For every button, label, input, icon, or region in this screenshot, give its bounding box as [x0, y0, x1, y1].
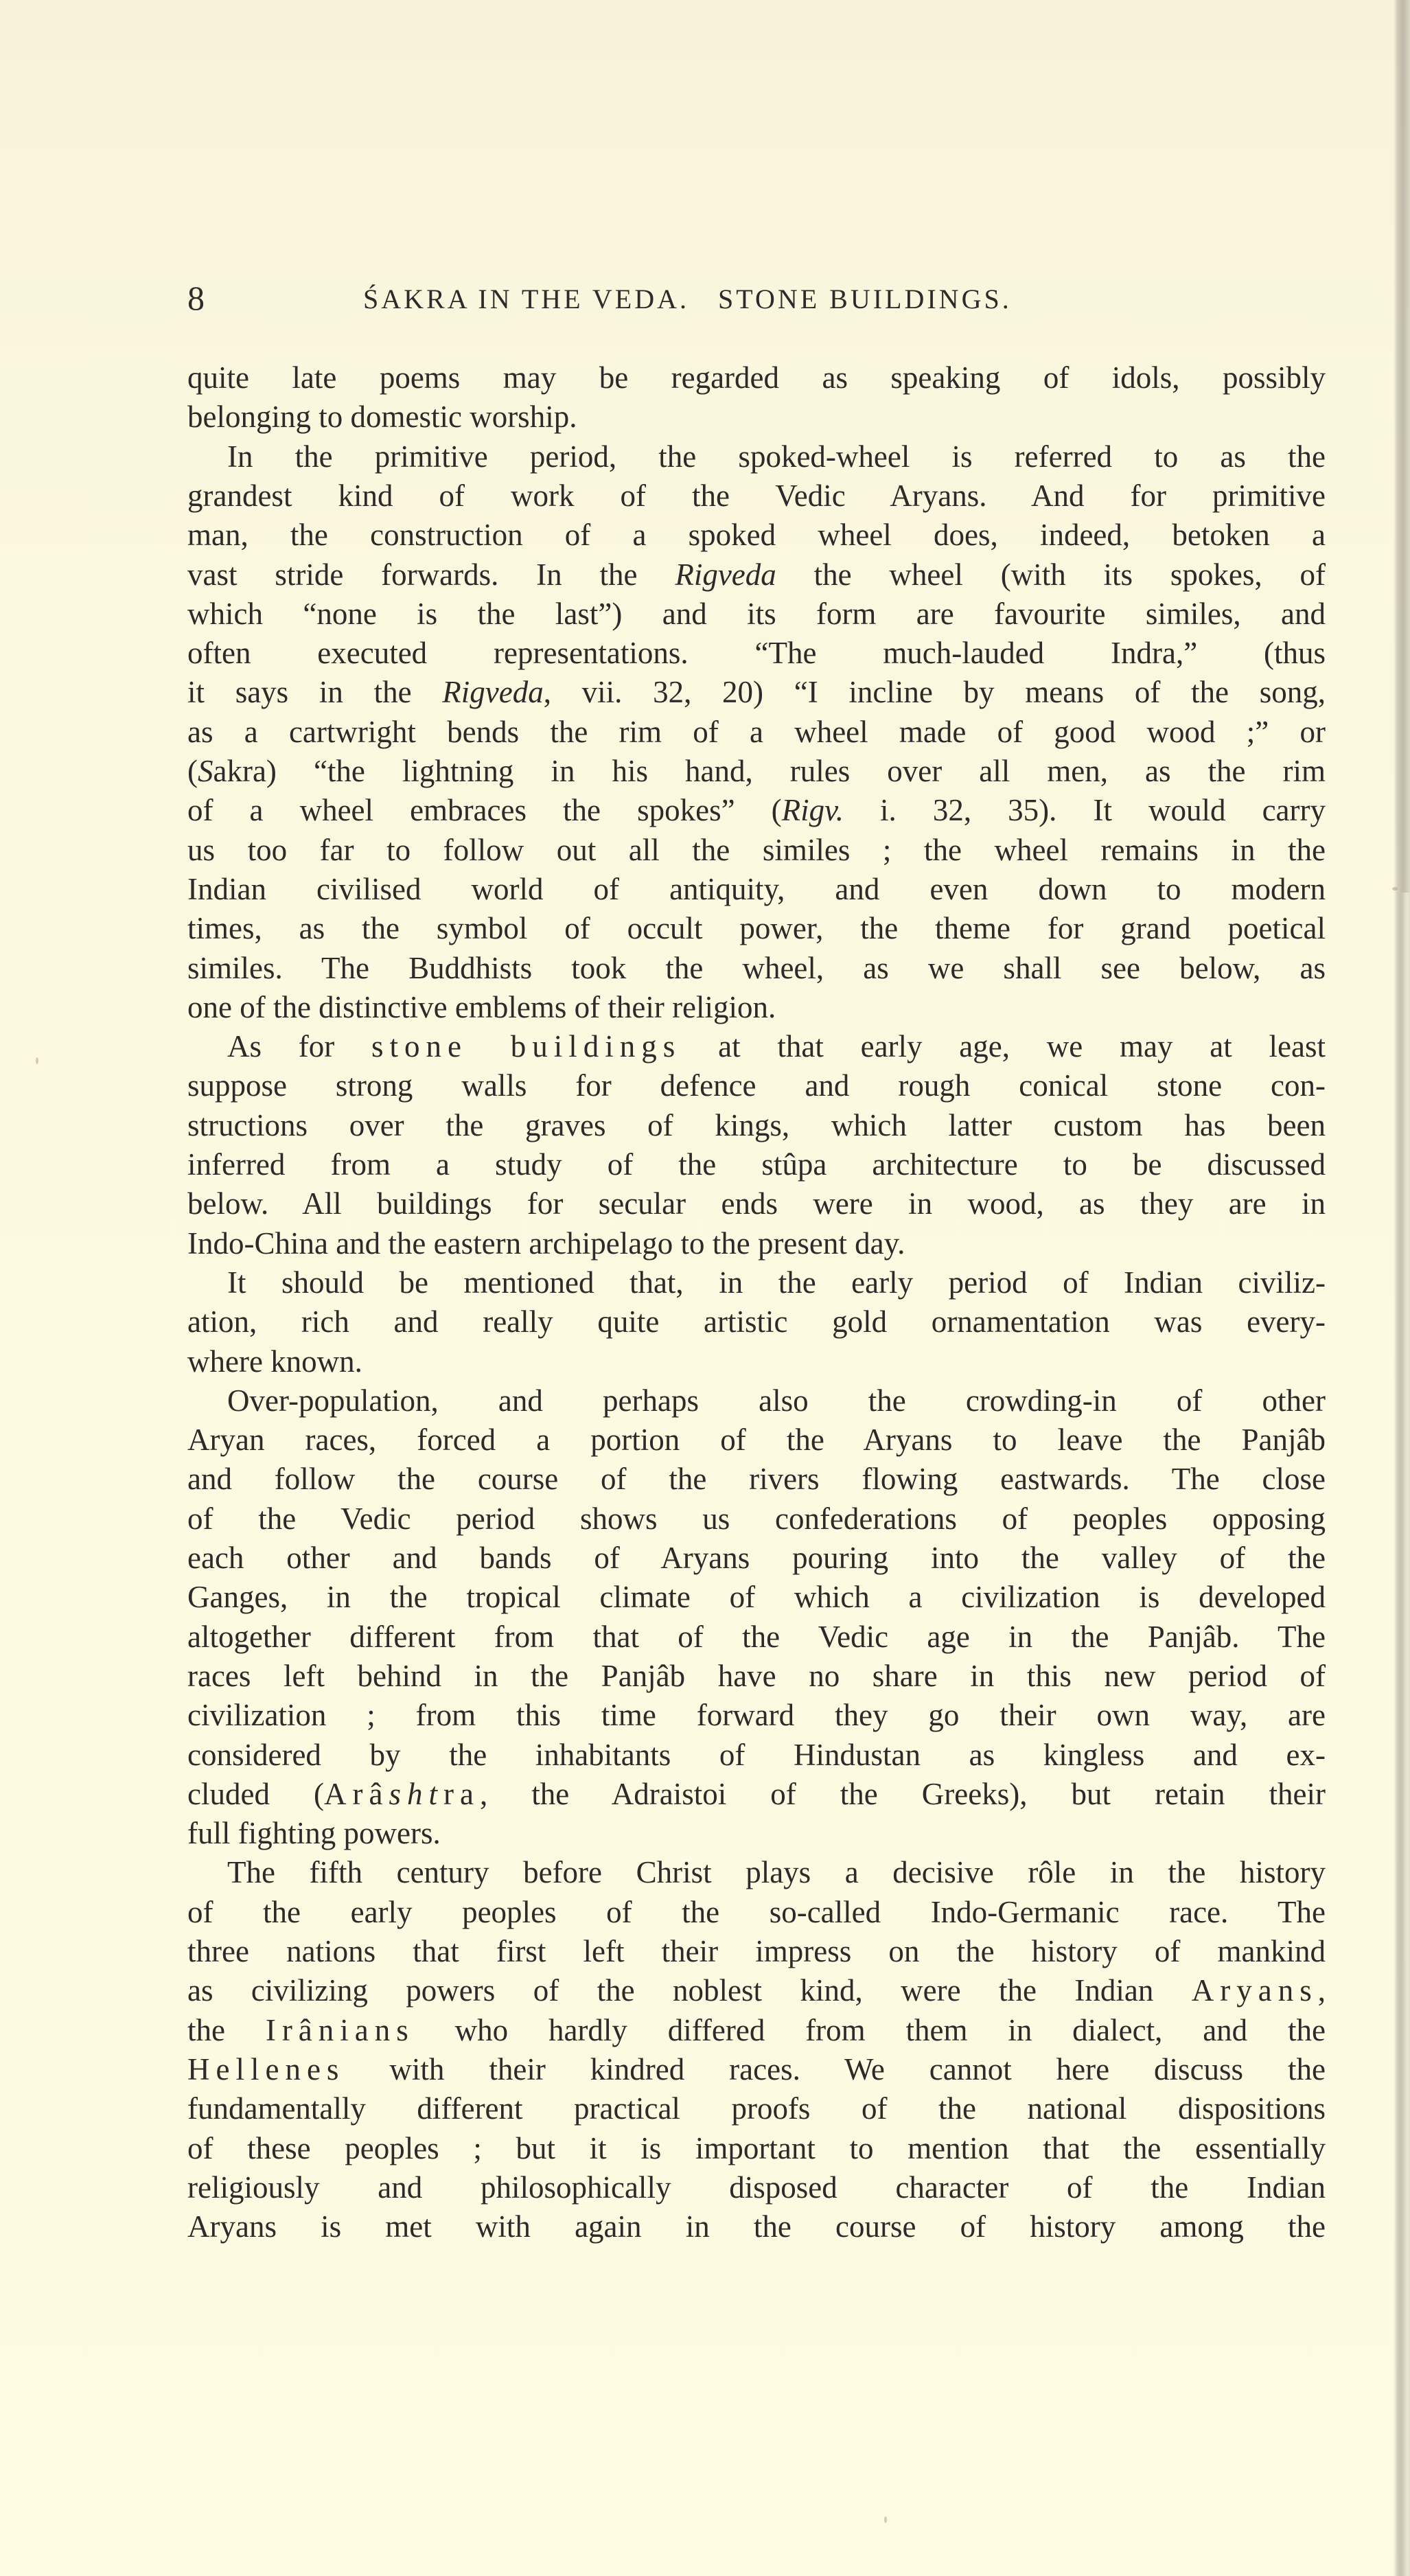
- text-line: fundamentally different practical proofs of the national dispositions: [187, 2091, 1326, 2126]
- text-line: In the primitive period, the spoked-wheel is referred to as the: [227, 439, 1326, 474]
- text-line: one of the distinctive emblems of their religion.: [187, 989, 776, 1024]
- text-line: where known.: [187, 1344, 362, 1379]
- text-line: structions over the graves of kings, which latter custom has been: [187, 1107, 1326, 1142]
- text-line: Indo-China and the eastern archipelago to the present day.: [187, 1226, 905, 1261]
- text-line: Hellenes with their kindred races. We cannot here discuss the: [187, 2051, 1326, 2086]
- text-line: civilization ; from this time forward they go their own way, are: [187, 1698, 1326, 1733]
- text-line: often executed representations. “The much-lauded Indra,” (thus: [187, 636, 1326, 671]
- text-line: Indian civilised world of antiquity, and even down to modern: [187, 871, 1326, 906]
- text-line: Aryan races, forced a portion of the Aryans to leave the Panjâb: [187, 1423, 1326, 1458]
- text-line: races left behind in the Panjâb have no share in this new period of: [187, 1658, 1326, 1693]
- text-line: altogether different from that of the Vedic age in the Panjâb. The: [187, 1619, 1326, 1654]
- text-line: of these peoples ; but it is important to mention that the essentially: [187, 2130, 1326, 2165]
- text-line: full fighting powers.: [187, 1816, 441, 1851]
- text-line: It should be mentioned that, in the early period of Indian civiliz-: [227, 1265, 1326, 1300]
- text-line: of the early peoples of the so-called Indo-Germanic race. The: [187, 1894, 1326, 1929]
- text-line: of the Vedic period shows us confederations of peoples opposing: [187, 1501, 1326, 1536]
- text-line: each other and bands of Aryans pouring into the valley of the: [187, 1541, 1326, 1575]
- text-line: and follow the course of the rivers flowing eastwards. The close: [187, 1462, 1326, 1497]
- text-line: vast stride forwards. In the Rigveda the wheel (with its spokes, of: [187, 557, 1326, 592]
- text-line: quite late poems may be regarded as speaking of idols, possibly: [187, 360, 1326, 395]
- text-line: As for stone buildings at that early age, we may at least: [227, 1029, 1326, 1064]
- page-edge-lower: [1400, 893, 1410, 2576]
- text-line: Ganges, in the tropical climate of which a civilization is developed: [187, 1580, 1326, 1615]
- text-line: (Sakra) “the lightning in his hand, rules over all men, as the rim: [187, 754, 1326, 788]
- text-line: considered by the inhabitants of Hindustan as kingless and ex-: [187, 1737, 1326, 1772]
- text-line: as a cartwright bends the rim of a wheel made of good wood ;” or: [187, 714, 1326, 749]
- text-line: religiously and philosophically disposed character of the Indian: [187, 2170, 1326, 2205]
- text-line: suppose strong walls for defence and rough conical stone con-: [187, 1068, 1326, 1103]
- text-line: belonging to domestic worship.: [187, 400, 577, 435]
- text-line: it says in the Rigveda, vii. 32, 20) “I incline by means of the song,: [187, 675, 1326, 710]
- paper-speck: [1392, 887, 1398, 890]
- text-line: times, as the symbol of occult power, the theme for grand poetical: [187, 911, 1326, 946]
- text-line: three nations that first left their impress on the history of mankind: [187, 1934, 1326, 1968]
- text-line: the Irânians who hardly differed from them in dialect, and the: [187, 2012, 1326, 2047]
- text-line: similes. The Buddhists took the wheel, as we shall see below, as: [187, 950, 1326, 985]
- page-number: 8: [187, 279, 205, 317]
- text-line: ation, rich and really quite artistic gold ornamentation was every-: [187, 1304, 1326, 1339]
- text-line: which “none is the last”) and its form are favourite similes, and: [187, 596, 1326, 631]
- text-line: grandest kind of work of the Vedic Aryans. And for primitive: [187, 478, 1326, 513]
- running-head: ŚAKRA IN THE VEDA. STONE BUILDINGS.: [363, 284, 1012, 314]
- text-line: cluded (Arâshtra, the Adraistoi of the Greeks), but retain their: [187, 1776, 1326, 1811]
- text-line: Aryans is met with again in the course of history among the: [187, 2209, 1326, 2244]
- text-line: Over-population, and perhaps also the crowding-in of other: [227, 1383, 1326, 1418]
- text-line: as civilizing powers of the noblest kind, were the Indian Aryans,: [187, 1973, 1326, 2008]
- paper-speck: [884, 2516, 887, 2523]
- text-line: inferred from a study of the stûpa architecture to be discussed: [187, 1147, 1326, 1182]
- text-line: below. All buildings for secular ends were in wood, as they are in: [187, 1186, 1326, 1221]
- text-line: man, the construction of a spoked wheel does, indeed, betoken a: [187, 518, 1326, 553]
- text-line: of a wheel embraces the spokes” (Rigv. i. 32, 35). It would carry: [187, 793, 1326, 828]
- page-header: [187, 277, 1327, 319]
- paper-speck: [36, 1057, 38, 1064]
- text-line: The fifth century before Christ plays a decisive rôle in the history: [227, 1855, 1326, 1890]
- text-line: us too far to follow out all the similes ; the wheel remains in the: [187, 832, 1326, 867]
